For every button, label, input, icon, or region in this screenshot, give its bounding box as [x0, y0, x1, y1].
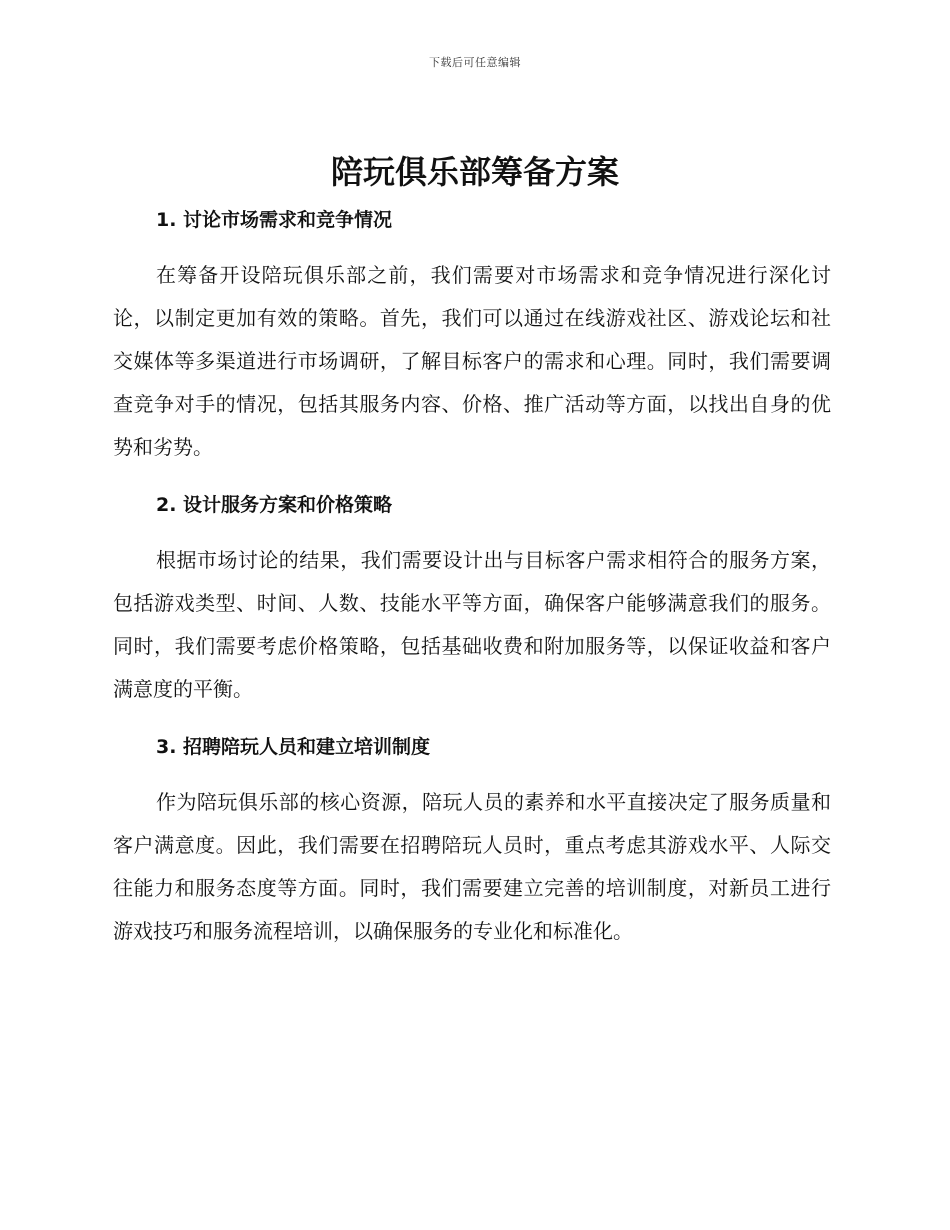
section-paragraph: 作为陪玩俱乐部的核心资源，陪玩人员的素养和水平直接决定了服务质量和客户满意度。因此，我们需要在招聘陪玩人员时，重点考虑其游戏水平、人际交往能力和服务态度等方面。同时，我们需要建立完善的培训制度，对新员工进行游戏技巧和服务流程培训，以确保服务的专业化和标准化。 — [113, 790, 831, 943]
section-service-pricing — [113, 485, 831, 711]
header-note: 下载后可任意编辑 — [429, 56, 521, 69]
page-title: 陪玩俱乐部筹备方案 — [330, 153, 619, 191]
section-heading: 2. 设计服务方案和价格策略 — [156, 494, 393, 516]
section-paragraph: 根据市场讨论的结果，我们需要设计出与目标客户需求相符合的服务方案，包括游戏类型、时间、人数、技能水平等方面，确保客户能够满意我们的服务。同时，我们需要考虑价格策略，包括基础收费和附加服务等，以保证收益和客户满意度的平衡。 — [113, 548, 831, 701]
section-recruit-training — [113, 727, 831, 953]
document-body — [113, 200, 831, 969]
section-heading: 1. 讨论市场需求和竞争情况 — [156, 209, 393, 231]
section-market-research — [113, 200, 831, 469]
section-heading: 3. 招聘陪玩人员和建立培训制度 — [156, 736, 431, 758]
section-paragraph: 在筹备开设陪玩俱乐部之前，我们需要对市场需求和竞争情况进行深化讨论，以制定更加有效的策略。首先，我们可以通过在线游戏社区、游戏论坛和社交媒体等多渠道进行市场调研，了解目标客户的需求和心理。同时，我们需要调查竞争对手的情况，包括其服务内容、价格、推广活动等方面，以找出自身的优势和劣势。 — [113, 263, 831, 459]
